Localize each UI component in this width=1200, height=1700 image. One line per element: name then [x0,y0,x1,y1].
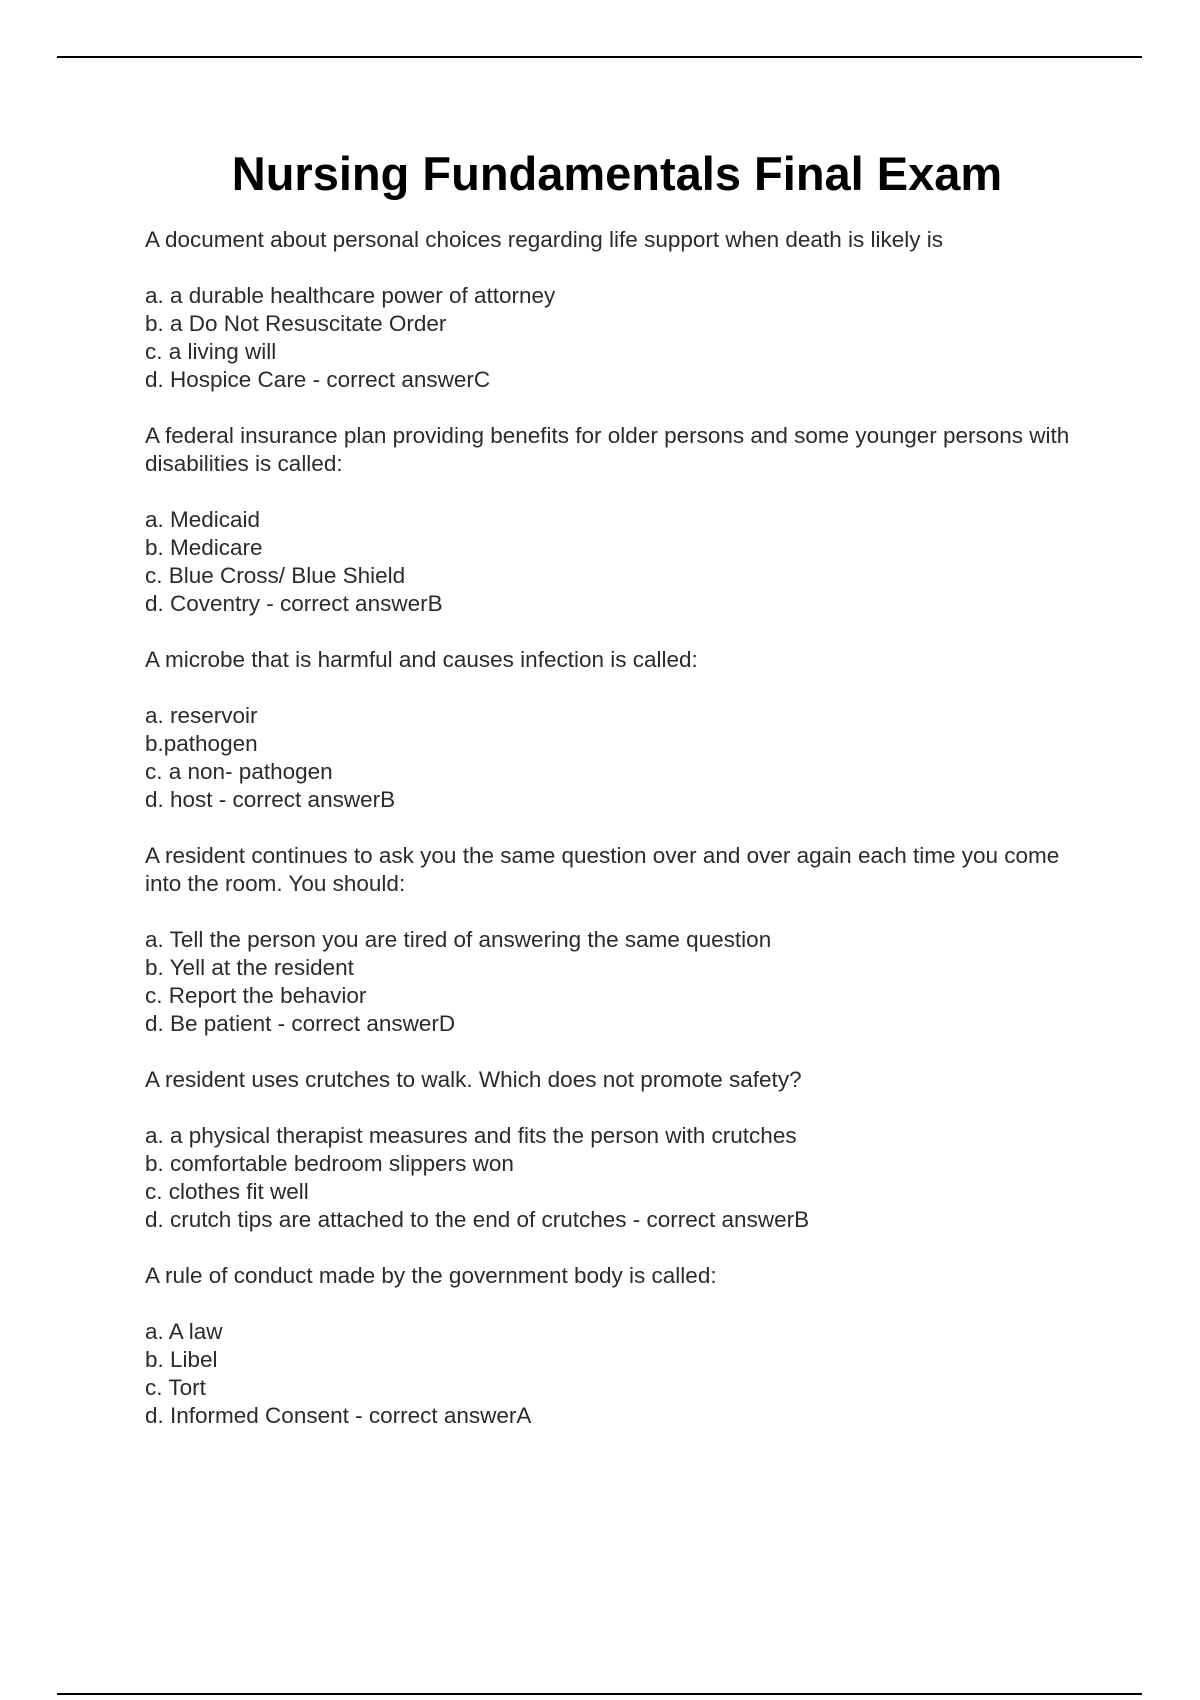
option-item: b. Libel [145,1347,218,1372]
option-item: c. a living will [145,339,277,364]
option-item: b. Medicare [145,535,263,560]
option-list [145,506,1085,618]
option-item: b. a Do Not Resuscitate Order [145,311,447,336]
header-rule [57,56,1142,58]
option-item: c. Report the behavior [145,983,367,1008]
question-list [145,226,1085,1458]
question-item [145,842,1085,1038]
question-text: A resident continues to ask you the same question over and over again each time you come into the room. You should: [145,843,1060,896]
option-item: d. Informed Consent - correct answerA [145,1403,532,1428]
option-item: c. Blue Cross/ Blue Shield [145,563,406,588]
question-item [145,1262,1085,1430]
option-item: a. A law [145,1319,223,1344]
option-item: a. Medicaid [145,507,261,532]
option-item: a. reservoir [145,703,258,728]
option-item: b. Yell at the resident [145,955,354,980]
option-item: c. a non- pathogen [145,759,333,784]
question-item [145,422,1085,618]
question-text: A document about personal choices regarding life support when death is likely is [145,227,943,252]
option-list [145,702,1085,814]
option-item: a. a physical therapist measures and fits the person with crutches [145,1123,797,1148]
option-item: a. a durable healthcare power of attorney [145,283,556,308]
option-item: b.pathogen [145,731,258,756]
option-item: d. Be patient - correct answerD [145,1011,456,1036]
option-item: d. crutch tips are attached to the end of crutches - correct answerB [145,1207,810,1232]
footer-rule [57,1693,1142,1695]
option-list [145,926,1085,1038]
question-item [145,1066,1085,1234]
page-title: Nursing Fundamentals Final Exam [231,147,1003,200]
question-item [145,226,1085,394]
option-list [145,1122,1085,1234]
question-text: A resident uses crutches to walk. Which does not promote safety? [145,1067,802,1092]
option-list [145,282,1085,394]
question-item [145,646,1085,814]
question-text: A rule of conduct made by the government body is called: [145,1263,717,1288]
option-item: c. Tort [145,1375,206,1400]
question-text: A microbe that is harmful and causes infection is called: [145,647,698,672]
option-item: b. comfortable bedroom slippers won [145,1151,514,1176]
option-item: d. host - correct answerB [145,787,396,812]
option-item: d. Coventry - correct answerB [145,591,443,616]
option-item: c. clothes fit well [145,1179,309,1204]
question-text: A federal insurance plan providing benefits for older persons and some younger persons with disabilities is called: [145,423,1070,476]
option-list [145,1318,1085,1430]
option-item: a. Tell the person you are tired of answering the same question [145,927,772,952]
option-item: d. Hospice Care - correct answerC [145,367,491,392]
